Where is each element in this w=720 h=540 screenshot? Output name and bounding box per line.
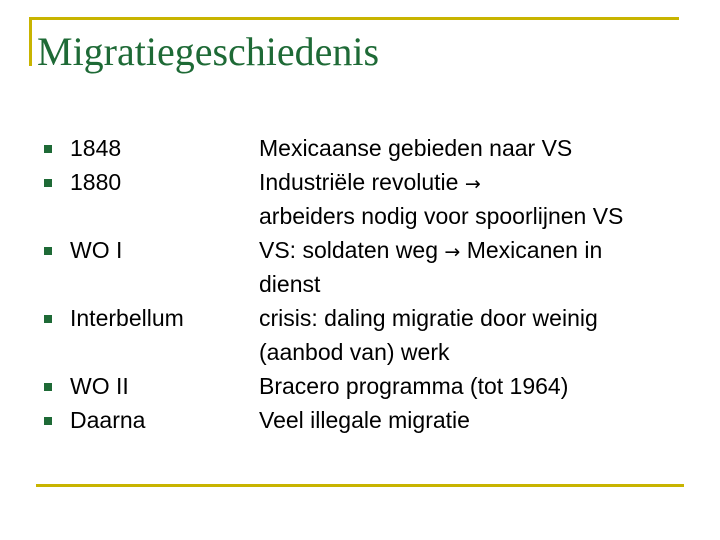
square-bullet-icon — [44, 179, 52, 187]
period-label: WO I — [70, 237, 123, 263]
description-line — [259, 233, 699, 267]
description-line — [259, 199, 699, 233]
square-bullet-icon — [44, 383, 52, 391]
description-text: (aanbod van) werk — [259, 339, 450, 365]
description-text: crisis: daling migratie door weinig — [259, 305, 598, 331]
description-line — [259, 369, 699, 403]
right-arrow-icon: → — [464, 173, 481, 195]
description-text: VS: soldaten weg — [259, 237, 439, 263]
spacer — [44, 335, 244, 369]
period-label: 1848 — [70, 135, 122, 161]
description-line — [259, 267, 699, 301]
period-label: WO II — [70, 373, 129, 399]
description-text: Veel illegale migratie — [259, 407, 470, 433]
square-bullet-icon — [44, 247, 52, 255]
period-item-1880 — [44, 165, 244, 199]
square-bullet-icon — [44, 145, 52, 153]
frame-left-rule — [29, 17, 32, 66]
period-item-interbellum — [44, 301, 244, 335]
period-descriptions — [259, 131, 699, 437]
right-arrow-icon: → — [444, 241, 461, 263]
square-bullet-icon — [44, 315, 52, 323]
period-label: 1880 — [70, 169, 122, 195]
description-text: Bracero programma (tot 1964) — [259, 373, 569, 399]
frame-bottom-rule — [36, 484, 684, 487]
description-line — [259, 335, 699, 369]
description-line — [259, 131, 699, 165]
spacer — [44, 267, 244, 301]
timeline-periods — [44, 131, 244, 437]
description-text: arbeiders nodig voor spoorlijnen VS — [259, 203, 624, 229]
period-item-daarna — [44, 403, 244, 437]
description-text: Industriële revolutie — [259, 169, 459, 195]
description-text: dienst — [259, 271, 321, 297]
description-line — [259, 301, 699, 335]
square-bullet-icon — [44, 417, 52, 425]
description-line — [259, 165, 699, 199]
period-label: Interbellum — [70, 305, 184, 331]
period-label: Daarna — [70, 407, 146, 433]
description-line — [259, 403, 699, 437]
description-text: Mexicaanse gebieden naar VS — [259, 135, 573, 161]
description-text: Mexicanen in — [466, 237, 603, 263]
period-item-wo-i — [44, 233, 244, 267]
slide-title: Migratiegeschiedenis — [37, 29, 380, 74]
period-item-wo-ii — [44, 369, 244, 403]
spacer — [44, 199, 244, 233]
period-item-1848 — [44, 131, 244, 165]
frame-top-rule — [29, 17, 679, 20]
